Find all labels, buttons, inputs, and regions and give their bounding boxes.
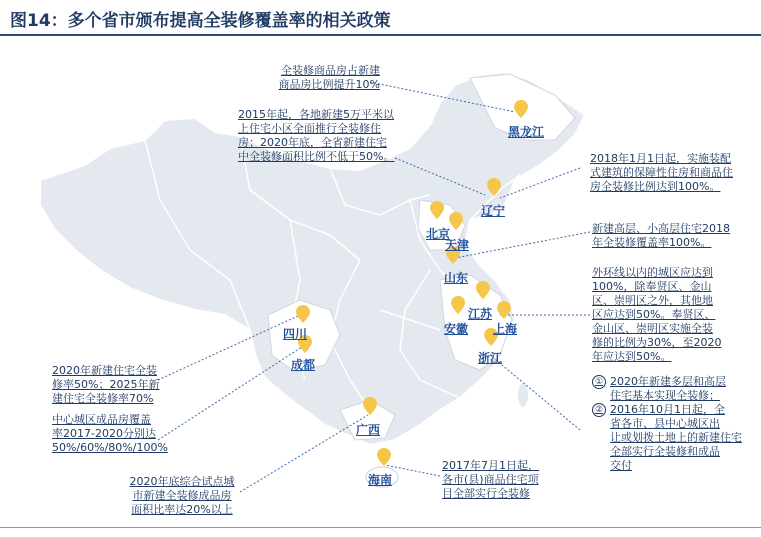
label-sichuan: 四川 [283,327,308,341]
label-shanghai: 上海 [493,322,518,336]
note-heilongjiang: 全装修商品房占新建 商品房比例提升10% [278,64,380,91]
taiwan-island [518,383,528,407]
pin-jiangsu [476,281,490,299]
note-shanghai: 外环线以内的城区应达到 100%，除奉贤区、金山 区、崇明区之外，其他地 区应达到50%。奉贤区、 金山区、崇明区实施全装 修的比例为30%，至2020 年应达到50%。 [592,266,722,363]
pin-guangxi [363,397,377,415]
label-chengdu: 成都 [291,358,316,372]
label-guangxi: 广西 [356,423,381,437]
note-zhejiang [592,375,752,473]
note-liaoning: 2018年1月1日起，实施装配 式建筑的保障性住房和商品住 房全装修比例达到100%。 [590,152,733,193]
label-jiangsu: 江苏 [468,307,493,321]
label-beijing: 北京 [426,227,451,241]
note-hainan: 2017年7月1日起， 各市(县)商品住宅项 目全部实行全装修 [442,459,539,500]
note-shandong: 新建高层、小高层住宅2018 年全装修覆盖率100%。 [592,222,730,249]
pin-liaoning [487,178,501,196]
label-heilongjiang: 黑龙江 [508,125,545,139]
pin-sichuan [296,305,310,323]
label-liaoning: 辽宁 [481,204,506,218]
page-title: 图14：多个省市颁布提高全装修覆盖率的相关政策 [10,11,391,31]
note-chengdu: 中心城区成品房覆盖 率2017-2020分别达 50%/60%/80%/100% [52,413,168,454]
note-beijing: 2015年起，各地新建5万平米以 上住宅小区全面推行全装修住 房；2020年底，全省新建住宅 中全装修面积比例不低于50%。 [238,108,395,163]
label-tianjin: 天津 [445,238,470,252]
pin-anhui [451,296,465,314]
pin-tianjin [449,212,463,230]
note-sichuan: 2020年新建住宅全装 修率50%；2025年新 建住宅全装修率70% [52,364,160,405]
note-guangxi: 2020年底综合试点城 市新建全装修成品房 面积比率达20%以上 [129,475,235,516]
pin-heilongjiang [514,100,528,118]
pin-shanghai [497,301,511,319]
zhejiang-item-2: ② 2016年10月1日起，全 省各市、县中心城区出 让或划拨土地上的新建住宅 全部实行全装修和成品 交付 [592,403,752,473]
zhejiang-item-1: ① 2020年新建多层和高层 住宅基本实现全装修； [592,375,752,403]
pin-hainan [377,448,391,466]
label-anhui: 安徽 [444,322,469,336]
label-hainan: 海南 [368,473,393,487]
bottom-rule [0,527,761,528]
label-shandong: 山东 [444,271,469,285]
label-zhejiang: 浙江 [478,351,503,365]
pin-beijing [430,201,444,219]
